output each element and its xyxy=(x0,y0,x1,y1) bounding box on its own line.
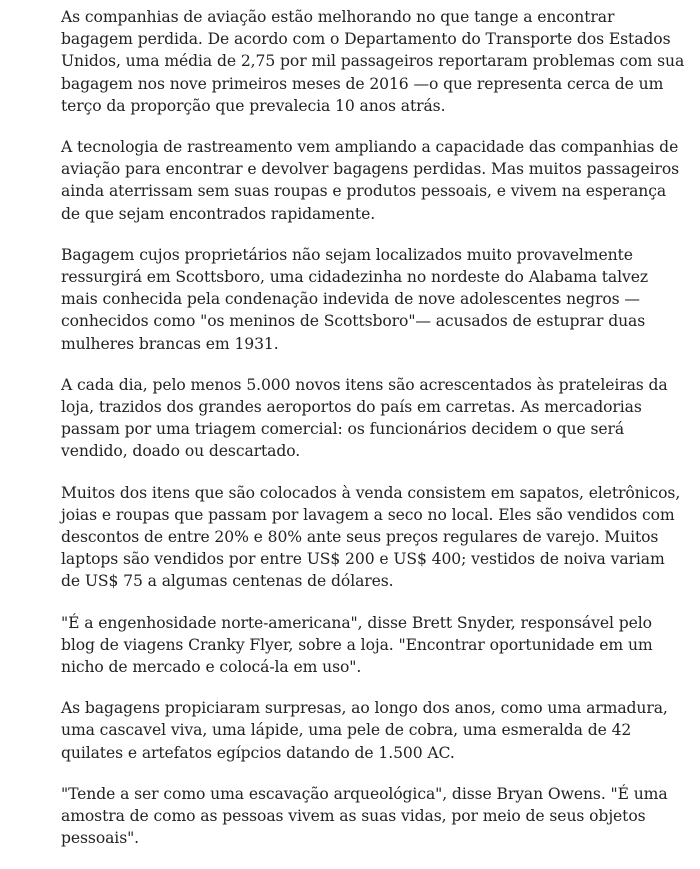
article-paragraph-4: A cada dia, pelo menos 5.000 novos itens são acrescentados às prateleiras da loja, trazidos dos grandes aeroportos do país em carretas. As mercadorias passam por uma triagem comercial: os funcionários decidem o que será vendido, doado ou descartado. xyxy=(61,375,668,461)
article-paragraph-2: A tecnologia de rastreamento vem ampliando a capacidade das companhias de aviação para encontrar e devolver bagagens perdidas. Mas muitos passageiros ainda aterrissam sem suas roupas e produtos pessoais, e vivem na esperança de que sejam encontrados rapidamente. xyxy=(61,138,680,223)
article-paragraph-3: Bagagem cujos proprietários não sejam localizados muito provavelmente ressurgirá em Scottsboro, uma cidadezinha no nordeste do Alabama talvez mais conhecida pela condenação indevida de nove adolescentes negros — conhecidos como "os meninos de Scottsboro"— acusados de estuprar duas mulheres brancas em 1931. xyxy=(61,245,648,353)
article-paragraph-5: Muitos dos itens que são colocados à venda consistem em sapatos, eletrônicos, joias e roupas que passam por lavagem a seco no local. Eles são vendidos com descontos de entre 20% e 80% ante seus preços regulares de varejo. Muitos laptops são vendidos por entre US$ 200 e US$ 400; vestidos de noiva variam de US$ 75 a algumas centenas de dólares. xyxy=(61,483,681,591)
article-paragraph-6: "É a engenhosidade norte-americana", disse Brett Snyder, responsável pelo blog de viagens Cranky Flyer, sobre a loja. "Encontrar oportunidade em um nicho de mercado e colocá-la em uso". xyxy=(61,613,653,677)
article-paragraph-8: "Tende a ser como uma escavação arqueológica", disse Bryan Owens. "É uma amostra de como as pessoas vivem as suas vidas, por meio de seus objetos pessoais". xyxy=(61,784,668,848)
article-paragraph-7: As bagagens propiciaram surpresas, ao longo dos anos, como uma armadura, uma cascavel viva, uma lápide, uma pele de cobra, uma esmeralda de 42 quilates e artefatos egípcios datando de 1.500 AC. xyxy=(61,699,668,762)
article-paragraph-1: As companhias de aviação estão melhorando no que tange a encontrar bagagem perdida. De acordo com o Departamento do Transporte dos Estados Unidos, uma média de 2,75 por mil passageiros reportaram problemas com sua bagagem nos nove primeiros meses de 2016 —o que representa cerca de um terço da proporção que prevalecia 10 anos atrás. xyxy=(61,8,685,115)
article-body xyxy=(61,6,686,869)
